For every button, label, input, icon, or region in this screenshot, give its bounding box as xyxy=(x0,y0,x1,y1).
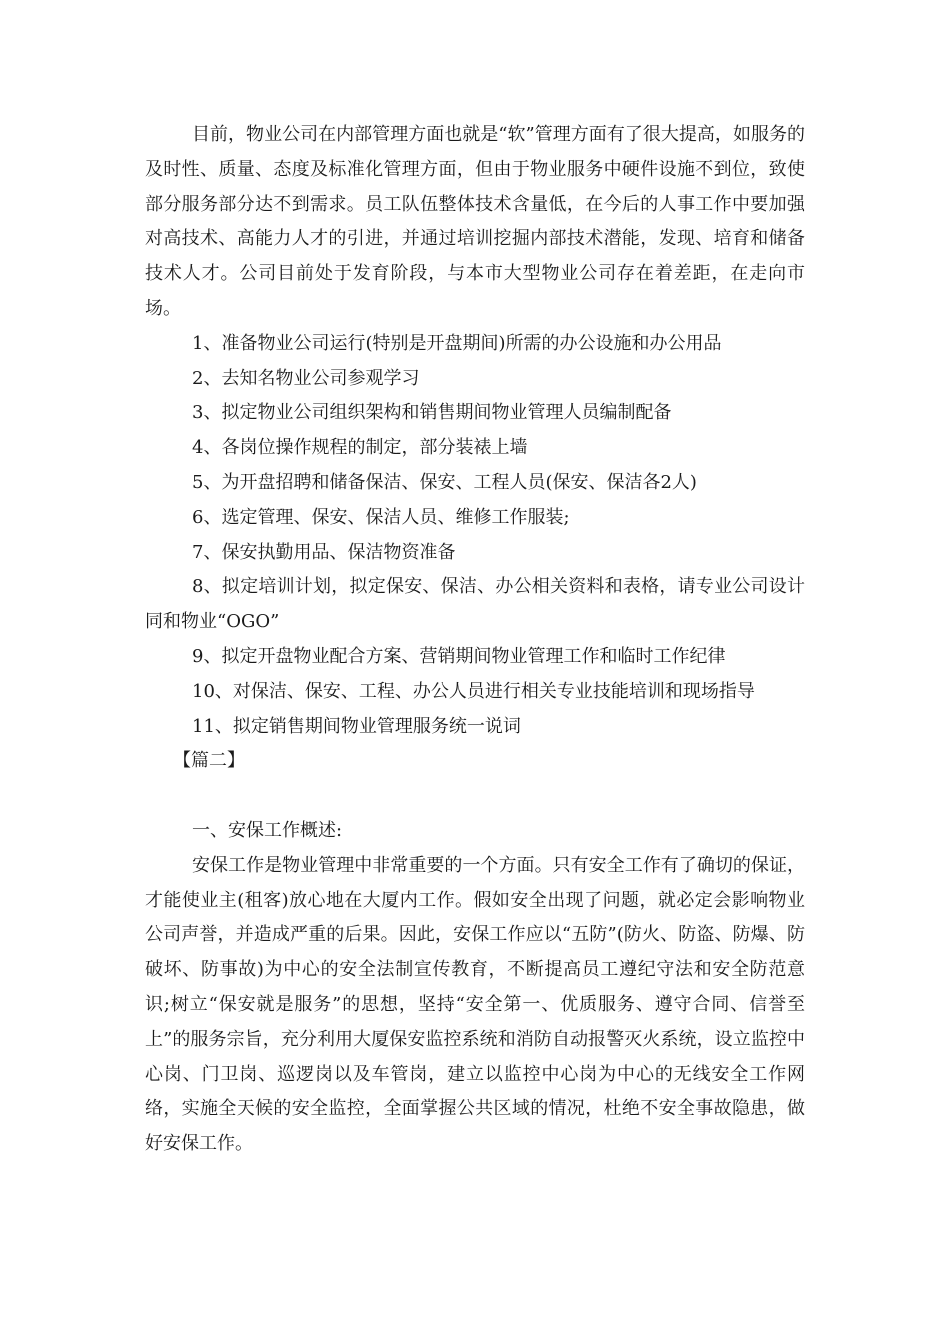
list-item: 9、拟定开盘物业配合方案、营销期间物业管理工作和临时工作纪律 xyxy=(192,645,726,667)
list-item: 6、选定管理、保安、保洁人员、维修工作服装; xyxy=(192,506,570,528)
subsection-title: 一、安保工作概述: xyxy=(192,819,343,841)
section-label: 【篇二】 xyxy=(173,750,245,772)
list-item: 2、去知名物业公司参观学习 xyxy=(192,367,420,389)
document-page xyxy=(145,118,805,1162)
blank-line xyxy=(145,779,805,814)
security-paragraph: 安保工作是物业管理中非常重要的一个方面。只有安全工作有了确切的保证，才能使业主(租客)放心地在大厦内工作。假如安全出现了问题，就必定会影响物业公司声誉，并造成严重的后果。因此，安保工作应以“五防”(防火、防盗、防爆、防破坏、防事故)为中心的安全法制宣传教育，不断提高员工遵纪守法和安全防范意识;树立“保安就是服务”的思想，坚持“安全第一、优质服务、遵守合同、信誉至上”的服务宗旨，充分利用大厦保安监控系统和消防自动报警灭火系统，设立监控中心岗、门卫岗、巡逻岗以及车管岗，建立以监控中心岗为中心的无线安全工作网络，实施全天候的安全监控，全面掌握公共区域的情况，杜绝不安全事故隐患，做好安保工作。 xyxy=(145,854,805,1155)
list-item: 4、各岗位操作规程的制定，部分装裱上墙 xyxy=(192,437,528,459)
intro-paragraph: 目前，物业公司在内部管理方面也就是“软”管理方面有了很大提高，如服务的及时性、质量、态度及标准化管理方面，但由于物业服务中硬件设施不到位，致使部分服务部分达不到需求。员工队伍整体技术含量低，在今后的人事工作中要加强对高技术、高能力人才的引进，并通过培训挖掘内部技术潜能，发现、培育和储备技术人才。公司目前处于发育阶段，与本市大型物业公司存在着差距，在走向市场。 xyxy=(145,124,805,319)
list-item: 10、对保洁、保安、工程、办公人员进行相关专业技能培训和现场指导 xyxy=(192,680,755,702)
list-item: 11、拟定销售期间物业管理服务统一说词 xyxy=(192,715,521,737)
list-item: 8、拟定培训计划，拟定保安、保洁、办公相关资料和表格，请专业公司设计同和物业“OGO” xyxy=(145,576,805,633)
list-item: 7、保安执勤用品、保洁物资准备 xyxy=(192,541,456,563)
list-item: 1、准备物业公司运行(特别是开盘期间)所需的办公设施和办公用品 xyxy=(192,332,722,354)
task-list xyxy=(145,327,805,745)
list-item: 5、为开盘招聘和储备保洁、保安、工程人员(保安、保洁各2人) xyxy=(192,471,697,493)
list-item: 3、拟定物业公司组织架构和销售期间物业管理人员编制配备 xyxy=(192,402,672,424)
